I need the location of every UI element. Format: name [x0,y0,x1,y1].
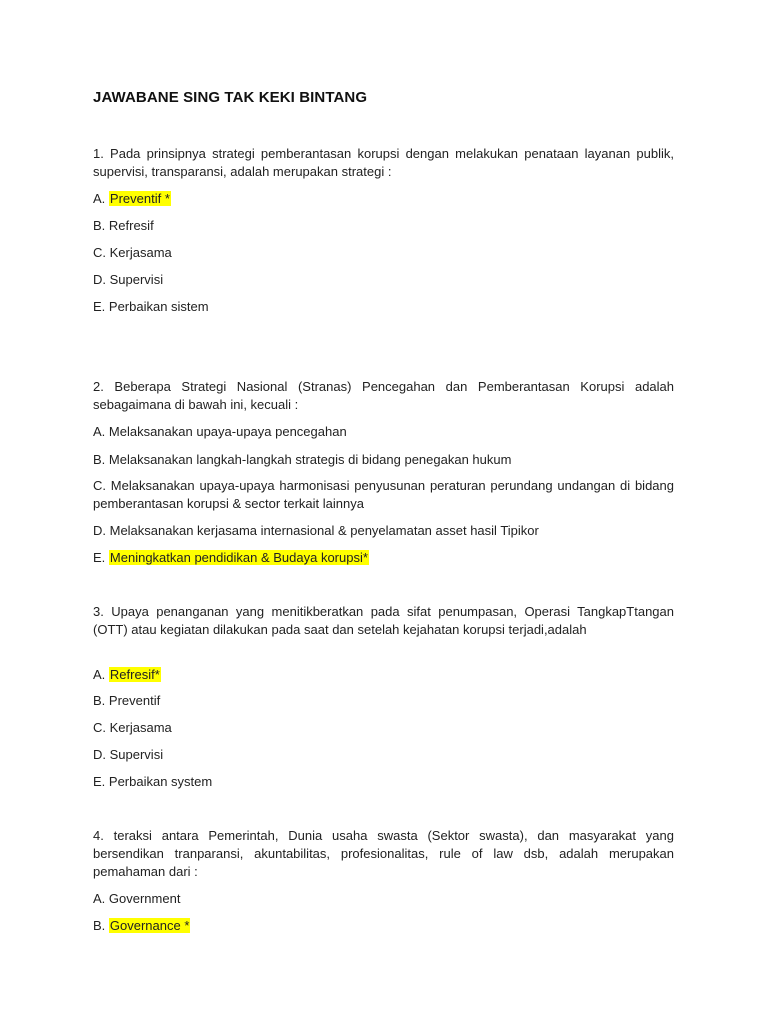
option-prefix: A. [93,191,109,206]
question-3-option-b: B. Preventif [93,693,161,708]
highlighted-answer: Refresif* [109,667,160,682]
question-3-option-c: C. Kerjasama [93,720,172,735]
question-1-text: 1. Pada prinsipnya strategi pemberantasan korupsi dengan melakukan penataan layanan publik, supervisi, transparansi, adalah merupakan strategi : [93,146,674,179]
question-1-option-b: B. Refresif [93,218,154,233]
highlighted-answer: Preventif * [109,191,170,206]
question-4-option-b [93,917,190,935]
highlighted-answer: Meningkatkan pendidikan & Budaya korupsi* [109,550,368,565]
question-3-option-e: E. Perbaikan system [93,774,213,789]
question-1-option-a [93,190,171,208]
question-2-option-b: B. Melaksanakan langkah-langkah strategis di bidang penegakan hukum [93,452,512,467]
option-prefix: A. [93,667,109,682]
question-1-option-c: C. Kerjasama [93,245,172,260]
question-3-option-a [93,666,161,684]
question-1-option-e: E. Perbaikan sistem [93,299,209,314]
question-2-option-a: A. Melaksanakan upaya-upaya pencegahan [93,424,347,439]
question-2-text: 2. Beberapa Strategi Nasional (Stranas) Pencegahan dan Pemberantasan Korupsi adalah sebagaimana di bawah ini, kecuali : [93,379,674,412]
option-prefix: B. [93,918,109,933]
question-2-option-e [93,549,369,567]
question-4-option-a: A. Government [93,891,181,906]
question-1-option-d: D. Supervisi [93,272,164,287]
question-3-option-d: D. Supervisi [93,747,164,762]
question-4-text: 4. teraksi antara Pemerintah, Dunia usaha swasta (Sektor swasta), dan masyarakat yang bersendikan tranparansi, akuntabilitas, profesionalitas, rule of law dsb, adalah merupakan pemahaman dari : [93,828,674,879]
highlighted-answer: Governance * [109,918,190,933]
question-2-option-c: C. Melaksanakan upaya-upaya harmonisasi penyusunan peraturan perundang undangan di bidang pemberantasan korupsi & sector terkait lainnya [93,478,674,511]
option-prefix: E. [93,550,109,565]
question-3-text: 3. Upaya penanganan yang menitikberatkan pada sifat penumpasan, Operasi TangkapTtangan (OTT) atau kegiatan dilakukan pada saat dan setelah kejahatan korupsi terjadi,adalah [93,604,674,637]
question-2-option-d: D. Melaksanakan kerjasama internasional & penyelamatan asset hasil Tipikor [93,523,539,538]
document-title: JAWABANE SING TAK KEKI BINTANG [93,89,368,106]
